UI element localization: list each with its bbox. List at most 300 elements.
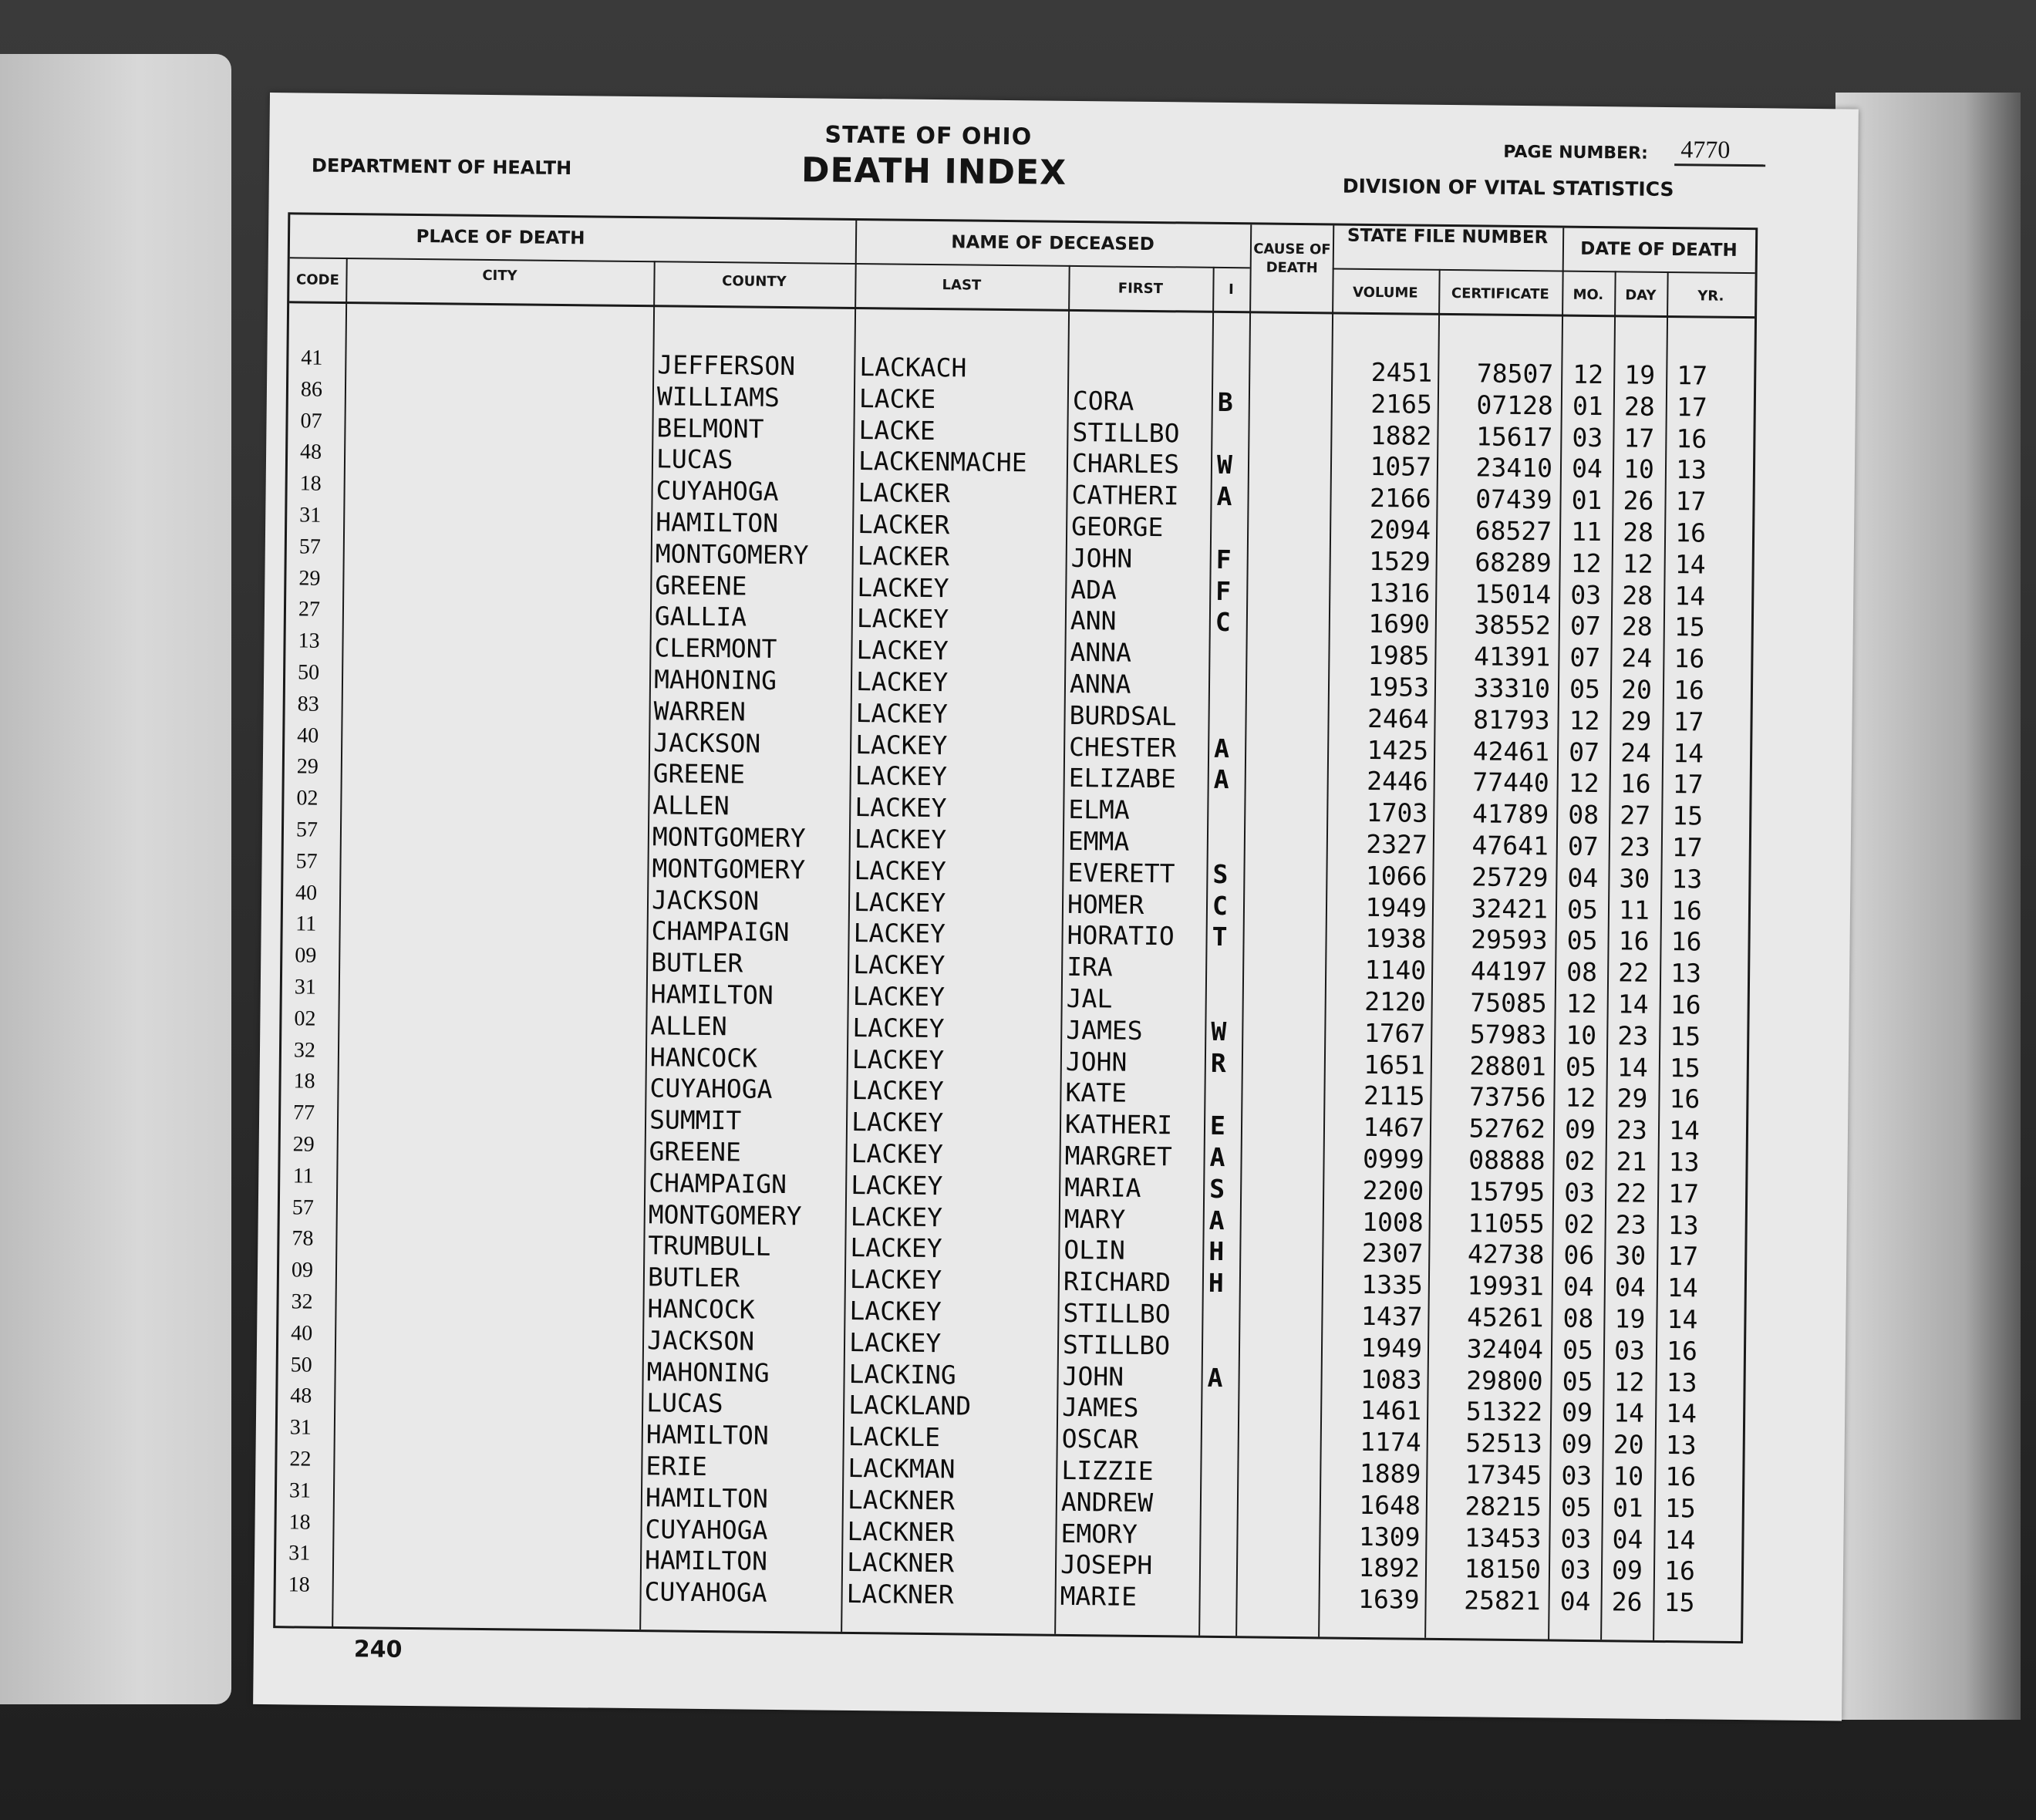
row-month: 11 — [1571, 516, 1603, 548]
header-title: DEATH INDEX — [801, 150, 1067, 193]
row-year: 17 — [1672, 769, 1704, 800]
row-volume: 2451 — [1370, 356, 1433, 388]
row-first-name: GEORGE — [1070, 511, 1164, 543]
row-month: 06 — [1563, 1240, 1595, 1271]
row-initial: A — [1209, 1141, 1225, 1173]
row-last-name: LACKENMACHE — [858, 446, 1027, 478]
row-day: 26 — [1623, 485, 1654, 517]
row-code: 57 — [295, 817, 319, 842]
row-volume: 1425 — [1367, 734, 1429, 766]
col-last: LAST — [942, 277, 982, 294]
row-last-name: LACKEY — [852, 1012, 945, 1044]
row-county: LUCAS — [646, 1387, 723, 1419]
row-last-name: LACKEY — [854, 854, 946, 887]
row-day: 22 — [1618, 957, 1650, 988]
row-month: 05 — [1562, 1366, 1593, 1397]
row-year: 16 — [1676, 423, 1707, 454]
row-first-name: OLIN — [1064, 1235, 1126, 1266]
row-certificate: 25729 — [1471, 861, 1549, 893]
row-volume: 1949 — [1365, 891, 1428, 923]
row-last-name: LACKEY — [853, 886, 946, 918]
col-group-state-file: STATE FILE NUMBER — [1347, 225, 1549, 248]
row-year: 16 — [1669, 1084, 1701, 1114]
row-last-name: LACKE — [858, 383, 936, 414]
record-rows — [288, 345, 1755, 1618]
row-first-name: JAL — [1066, 982, 1113, 1014]
row-month: 02 — [1563, 1208, 1595, 1239]
row-day: 04 — [1614, 1272, 1646, 1303]
row-last-name: LACKEY — [849, 1264, 942, 1296]
row-last-name: LACKLE — [848, 1421, 941, 1453]
row-initial: F — [1215, 575, 1232, 606]
row-month: 09 — [1562, 1397, 1593, 1428]
row-month: 10 — [1566, 1020, 1597, 1050]
row-county: CHAMPAIGN — [651, 915, 790, 948]
row-day: 01 — [1612, 1492, 1643, 1523]
row-code: 31 — [289, 1415, 312, 1440]
row-year: 13 — [1666, 1367, 1697, 1398]
row-year: 16 — [1664, 1555, 1696, 1586]
row-volume: 1008 — [1362, 1206, 1424, 1238]
row-county: GREENE — [649, 1136, 742, 1168]
row-county: MONTGOMERY — [652, 853, 806, 885]
row-day: 12 — [1622, 548, 1653, 579]
row-last-name: LACKEY — [851, 1043, 945, 1075]
col-certificate: CERTIFICATE — [1451, 285, 1549, 303]
row-certificate: 15617 — [1475, 420, 1553, 453]
row-year: 16 — [1673, 675, 1705, 706]
row-code: 09 — [291, 1258, 314, 1282]
row-first-name: ANNA — [1069, 668, 1131, 699]
row-certificate: 07439 — [1475, 484, 1552, 515]
row-last-name: LACKNER — [846, 1579, 954, 1610]
row-day: 19 — [1624, 359, 1656, 390]
row-initial: C — [1212, 890, 1229, 921]
header-state: STATE OF OHIO — [824, 121, 1033, 151]
row-initial: W — [1216, 450, 1233, 480]
row-code: 29 — [292, 1132, 315, 1157]
row-certificate: 81793 — [1473, 704, 1550, 736]
row-month: 03 — [1559, 1555, 1592, 1586]
row-last-name: LACKNER — [847, 1515, 955, 1547]
row-initial: H — [1208, 1268, 1224, 1299]
row-month: 12 — [1565, 1083, 1596, 1114]
row-year: 15 — [1664, 1587, 1695, 1618]
row-day: 03 — [1613, 1335, 1646, 1366]
row-year: 13 — [1670, 958, 1702, 989]
row-initial: F — [1215, 544, 1232, 575]
row-code: 41 — [301, 345, 323, 370]
row-initial: B — [1217, 386, 1233, 417]
row-month: 12 — [1570, 548, 1602, 578]
row-year: 17 — [1668, 1178, 1700, 1209]
row-code: 78 — [292, 1226, 314, 1252]
row-month: 05 — [1560, 1491, 1592, 1522]
row-volume: 2120 — [1364, 986, 1426, 1017]
row-certificate: 57983 — [1469, 1019, 1547, 1050]
row-certificate: 44197 — [1470, 956, 1548, 987]
row-month: 05 — [1562, 1334, 1594, 1365]
row-year: 15 — [1669, 1052, 1701, 1084]
row-day: 20 — [1620, 674, 1653, 705]
row-volume: 1892 — [1358, 1552, 1421, 1584]
row-volume: 1767 — [1364, 1017, 1426, 1049]
row-code: 86 — [300, 377, 323, 402]
death-index-page — [253, 93, 1859, 1721]
row-county: HAMILTON — [650, 979, 774, 1010]
row-last-name: LACKLAND — [848, 1390, 972, 1422]
row-certificate: 15014 — [1474, 578, 1552, 610]
row-year: 15 — [1672, 800, 1704, 831]
row-county: MONTGOMERY — [652, 821, 806, 854]
row-last-name: LACKEY — [854, 823, 947, 855]
row-certificate: 73756 — [1468, 1081, 1546, 1113]
row-last-name: LACKEY — [855, 760, 948, 792]
row-volume: 1309 — [1358, 1521, 1421, 1552]
row-certificate: 11055 — [1468, 1207, 1545, 1239]
row-volume: 0999 — [1362, 1143, 1424, 1175]
row-day: 10 — [1613, 1461, 1644, 1491]
row-month: 01 — [1571, 484, 1603, 516]
row-first-name: ELIZABE — [1068, 763, 1177, 794]
row-day: 11 — [1618, 894, 1650, 925]
row-first-name: STILLBO — [1062, 1329, 1171, 1361]
row-first-name: CATHERI — [1071, 480, 1179, 511]
row-county: ALLEN — [650, 1010, 727, 1042]
row-day: 29 — [1620, 706, 1652, 736]
row-year: 17 — [1676, 391, 1707, 423]
row-last-name: LACKACH — [859, 352, 967, 383]
row-first-name: MARIA — [1064, 1171, 1141, 1203]
row-day: 23 — [1615, 1208, 1647, 1240]
row-year: 14 — [1674, 580, 1706, 612]
row-code: 13 — [298, 629, 320, 653]
row-code: 57 — [295, 849, 318, 874]
row-first-name: IRA — [1066, 952, 1113, 982]
row-code: 83 — [297, 692, 319, 716]
row-year: 16 — [1670, 989, 1701, 1020]
row-certificate: 29593 — [1471, 924, 1548, 956]
row-county: BUTLER — [647, 1262, 740, 1293]
row-last-name: LACKEY — [849, 1295, 942, 1327]
row-last-name: LACKEY — [856, 635, 949, 666]
row-county: GALLIA — [654, 601, 747, 632]
row-initial: A — [1213, 733, 1230, 763]
rule-header-bottom — [289, 301, 1755, 318]
row-first-name: OSCAR — [1061, 1424, 1139, 1455]
row-first-name: MARIE — [1060, 1581, 1138, 1613]
header-division: DIVISION OF VITAL STATISTICS — [1342, 174, 1674, 201]
row-first-name: BURDSAL — [1069, 699, 1177, 732]
row-month: 03 — [1572, 422, 1603, 453]
row-year: 13 — [1665, 1430, 1697, 1461]
row-code: 40 — [295, 880, 318, 905]
row-last-name: LACKEY — [851, 1138, 944, 1170]
col-first: FIRST — [1117, 280, 1164, 298]
col-county: COUNTY — [722, 273, 787, 291]
row-last-name: LACKEY — [853, 918, 946, 949]
row-code: 18 — [299, 471, 322, 496]
row-volume: 1639 — [1357, 1584, 1420, 1615]
col-group-date: DATE OF DEATH — [1580, 238, 1738, 261]
row-last-name: LACKEY — [855, 792, 947, 824]
row-day: 28 — [1622, 579, 1653, 611]
row-month: 05 — [1566, 925, 1598, 956]
row-year: 17 — [1677, 360, 1708, 391]
row-code: 57 — [292, 1195, 315, 1220]
row-first-name: STILLBO — [1063, 1297, 1171, 1330]
row-day: 16 — [1618, 925, 1650, 957]
row-year: 14 — [1674, 548, 1706, 580]
row-volume: 1882 — [1370, 420, 1432, 451]
row-year: 14 — [1666, 1398, 1697, 1429]
row-first-name: CHARLES — [1071, 448, 1180, 480]
row-county: BELMONT — [656, 412, 764, 444]
row-volume: 1083 — [1360, 1363, 1422, 1395]
row-month: 12 — [1569, 705, 1600, 736]
row-month: 05 — [1566, 894, 1599, 925]
row-year: 14 — [1667, 1272, 1698, 1303]
row-certificate: 42461 — [1472, 735, 1550, 767]
row-year: 13 — [1667, 1209, 1699, 1241]
row-volume: 1690 — [1368, 608, 1431, 640]
row-month: 08 — [1562, 1303, 1594, 1334]
row-year: 16 — [1675, 517, 1707, 548]
row-certificate: 52762 — [1468, 1113, 1546, 1144]
row-first-name: JOSEPH — [1060, 1549, 1153, 1581]
row-code: 40 — [290, 1321, 313, 1346]
row-certificate: 28215 — [1465, 1491, 1542, 1522]
row-code: 18 — [288, 1509, 311, 1535]
row-county: ALLEN — [652, 790, 730, 821]
row-county: HANCOCK — [647, 1293, 755, 1325]
row-day: 27 — [1620, 800, 1651, 831]
row-last-name: LACKEY — [855, 666, 949, 698]
row-code: 18 — [288, 1572, 310, 1597]
row-code: 11 — [292, 1164, 314, 1188]
row-day: 04 — [1612, 1523, 1643, 1555]
row-initial: A — [1213, 764, 1229, 795]
row-year: 17 — [1673, 706, 1704, 737]
row-county: CHAMPAIGN — [649, 1168, 787, 1199]
row-first-name: JAMES — [1066, 1014, 1143, 1046]
row-volume: 2115 — [1363, 1080, 1425, 1112]
row-month: 03 — [1570, 579, 1602, 610]
row-county: WILLIAMS — [656, 381, 780, 413]
row-county: CLERMONT — [654, 632, 777, 665]
row-volume: 1889 — [1359, 1458, 1421, 1489]
row-county: MAHONING — [653, 664, 777, 696]
row-first-name: EMMA — [1067, 825, 1130, 857]
row-county: MONTGOMERY — [655, 538, 809, 571]
row-year: 15 — [1670, 1020, 1701, 1052]
row-year: 14 — [1673, 737, 1704, 769]
row-month: 03 — [1564, 1177, 1596, 1208]
row-certificate: 08888 — [1468, 1144, 1546, 1176]
row-volume: 1461 — [1360, 1395, 1422, 1427]
row-initial: H — [1208, 1236, 1225, 1267]
book-page-edges — [1835, 93, 2021, 1720]
row-day: 19 — [1614, 1303, 1646, 1334]
row-last-name: LACKE — [858, 414, 936, 446]
row-certificate: 68289 — [1475, 547, 1552, 578]
row-month: 04 — [1567, 862, 1599, 893]
row-certificate: 13453 — [1464, 1522, 1542, 1553]
row-code: 27 — [298, 597, 321, 622]
row-volume: 1651 — [1364, 1049, 1426, 1080]
row-code: 02 — [294, 1006, 316, 1031]
row-first-name: EMORY — [1060, 1518, 1138, 1549]
row-certificate: 33310 — [1473, 672, 1551, 704]
row-volume: 1057 — [1370, 451, 1432, 483]
row-day: 30 — [1615, 1240, 1647, 1272]
row-year: 16 — [1665, 1461, 1697, 1492]
row-code: 48 — [290, 1384, 312, 1409]
row-certificate: 42738 — [1467, 1239, 1545, 1270]
row-code: 09 — [295, 943, 317, 968]
row-month: 02 — [1564, 1145, 1596, 1177]
row-day: 23 — [1617, 1020, 1649, 1051]
row-initial: A — [1207, 1362, 1223, 1393]
row-initial: T — [1212, 922, 1228, 952]
row-month: 04 — [1559, 1586, 1591, 1617]
row-day: 28 — [1623, 391, 1655, 422]
row-county: CUYAHOGA — [644, 1576, 767, 1609]
col-mo: MO. — [1573, 286, 1604, 304]
col-code: CODE — [295, 271, 339, 288]
col-city: CITY — [482, 267, 517, 285]
row-certificate: 29800 — [1466, 1364, 1543, 1396]
row-first-name: MARY — [1064, 1203, 1126, 1235]
row-certificate: 15795 — [1468, 1176, 1546, 1208]
row-volume: 1938 — [1364, 923, 1427, 955]
row-month: 05 — [1565, 1051, 1596, 1082]
row-volume: 1467 — [1363, 1112, 1425, 1143]
row-county: CUYAHOGA — [649, 1073, 773, 1105]
row-county: JACKSON — [646, 1325, 755, 1357]
row-code: 57 — [298, 534, 321, 559]
row-month: 09 — [1564, 1114, 1596, 1145]
row-first-name: HOMER — [1067, 888, 1144, 920]
row-certificate: 32404 — [1466, 1333, 1544, 1365]
row-certificate: 51322 — [1465, 1396, 1543, 1427]
row-year: 16 — [1674, 643, 1705, 674]
header-department: DEPARTMENT OF HEALTH — [311, 154, 572, 180]
row-initial: A — [1216, 481, 1232, 512]
row-day: 12 — [1613, 1366, 1645, 1397]
row-year: 13 — [1675, 454, 1707, 485]
row-day: 22 — [1616, 1178, 1647, 1208]
row-volume: 2094 — [1369, 514, 1431, 545]
row-code: 40 — [297, 723, 319, 748]
row-code: 32 — [291, 1289, 313, 1314]
row-month: 08 — [1566, 956, 1598, 988]
row-day: 24 — [1620, 736, 1652, 768]
row-code: 50 — [290, 1352, 312, 1377]
row-county: SUMMIT — [649, 1104, 742, 1136]
row-certificate: 32421 — [1471, 892, 1549, 925]
row-county: CUYAHOGA — [645, 1513, 768, 1545]
row-initial: W — [1211, 1016, 1227, 1046]
row-day: 26 — [1611, 1586, 1643, 1617]
col-group-name: NAME OF DECEASED — [951, 232, 1155, 255]
row-initial: S — [1208, 1173, 1225, 1204]
row-code: 02 — [296, 786, 319, 811]
row-first-name: EVERETT — [1067, 857, 1175, 889]
row-certificate: 47641 — [1471, 830, 1549, 861]
row-initial: C — [1215, 607, 1231, 638]
row-year: 15 — [1664, 1492, 1696, 1524]
row-year: 16 — [1670, 926, 1702, 957]
row-month: 03 — [1561, 1460, 1593, 1491]
row-code: 31 — [299, 503, 322, 527]
row-day: 14 — [1613, 1397, 1645, 1429]
row-month: 07 — [1567, 831, 1599, 862]
row-day: 09 — [1611, 1555, 1643, 1586]
row-year: 14 — [1668, 1115, 1701, 1146]
row-code: 31 — [288, 1541, 311, 1566]
col-group-place: PLACE OF DEATH — [416, 226, 585, 249]
row-last-name: LACKEY — [852, 949, 946, 981]
row-certificate: 77440 — [1472, 767, 1549, 798]
row-month: 04 — [1571, 453, 1603, 484]
row-day: 14 — [1617, 989, 1649, 1020]
row-last-name: LACKEY — [851, 1107, 944, 1138]
row-first-name: JOHN — [1065, 1046, 1128, 1077]
row-day: 24 — [1621, 642, 1653, 673]
row-first-name: KATE — [1065, 1077, 1128, 1109]
row-county: MAHONING — [646, 1356, 770, 1388]
row-code: 29 — [298, 566, 321, 591]
row-day: 23 — [1616, 1114, 1648, 1145]
row-day: 20 — [1613, 1429, 1644, 1460]
row-code: 11 — [295, 912, 317, 937]
row-county: HAMILTON — [644, 1545, 768, 1577]
row-year: 13 — [1668, 1147, 1700, 1178]
row-last-name: LACKEY — [850, 1232, 942, 1264]
row-last-name: LACKEY — [851, 1169, 943, 1202]
col-day: DAY — [1625, 287, 1657, 304]
row-month: 08 — [1568, 799, 1599, 831]
row-first-name: CHESTER — [1068, 731, 1177, 763]
row-certificate: 75085 — [1470, 987, 1547, 1019]
row-month: 12 — [1566, 988, 1597, 1020]
row-first-name: MARGRET — [1064, 1140, 1172, 1172]
row-volume: 1953 — [1367, 671, 1430, 703]
row-last-name: LACKNER — [846, 1547, 955, 1579]
row-volume: 2307 — [1361, 1238, 1424, 1269]
row-county: HAMILTON — [646, 1419, 769, 1451]
row-certificate: 38552 — [1474, 609, 1552, 641]
row-code: 22 — [289, 1447, 312, 1471]
row-first-name: ADA — [1070, 574, 1117, 605]
row-county: WARREN — [653, 696, 747, 727]
row-county: JEFFERSON — [657, 349, 796, 382]
row-volume: 1335 — [1361, 1269, 1424, 1300]
row-last-name: LACKEY — [848, 1326, 942, 1358]
row-code: 31 — [288, 1478, 312, 1503]
row-county: HAMILTON — [655, 507, 779, 538]
row-volume: 1066 — [1365, 860, 1428, 891]
row-first-name: LIZZIE — [1061, 1454, 1154, 1487]
col-volume: VOLUME — [1352, 284, 1418, 302]
row-volume: 1437 — [1360, 1300, 1423, 1332]
row-month: 09 — [1561, 1428, 1593, 1460]
row-year: 15 — [1674, 612, 1705, 642]
row-initial: R — [1210, 1047, 1226, 1078]
row-first-name: CORA — [1072, 385, 1134, 416]
row-initial: S — [1212, 858, 1229, 889]
